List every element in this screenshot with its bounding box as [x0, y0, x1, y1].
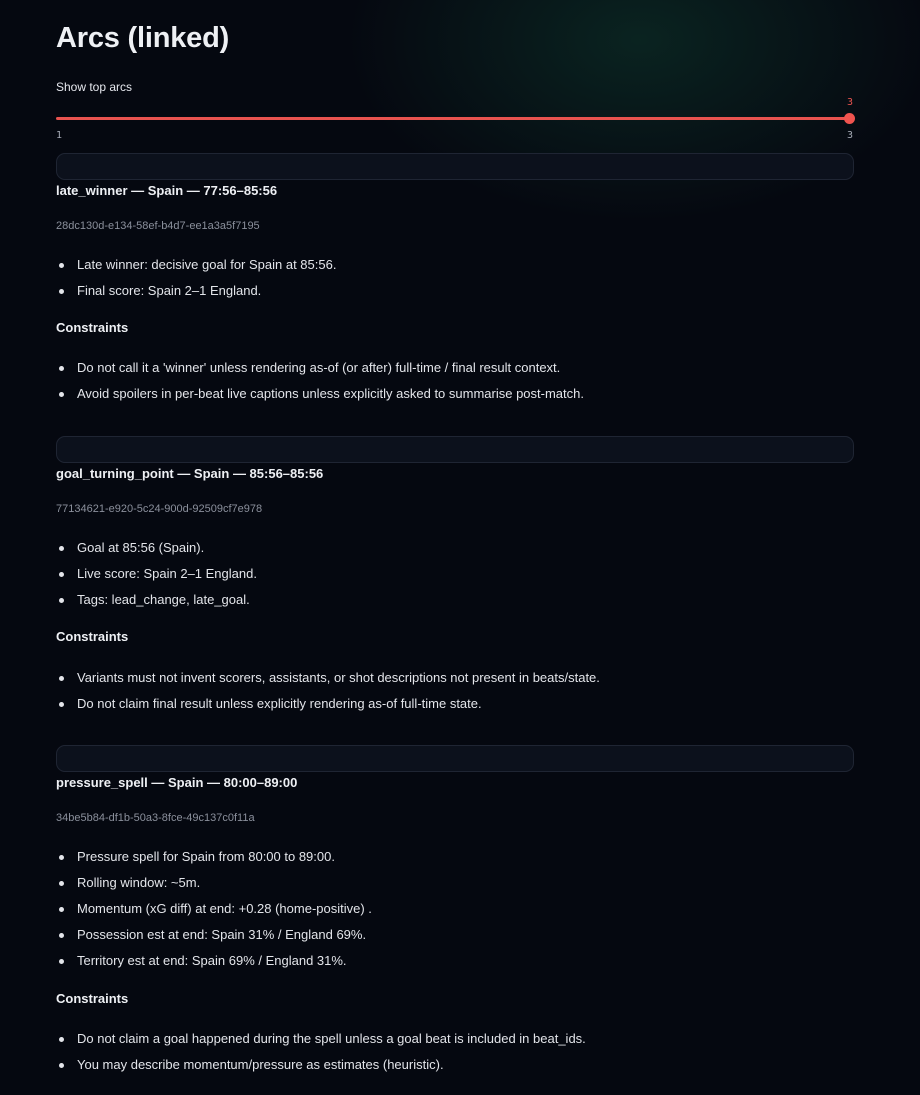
slider-track[interactable]: [56, 117, 850, 120]
arc-title: pressure_spell — Spain — 80:00–89:00: [56, 775, 298, 790]
arc-expander[interactable]: [56, 745, 854, 772]
list-item: Territory est at end: Spain 69% / England 31%.: [56, 948, 854, 974]
list-item: Pressure spell for Spain from 80:00 to 89:00.: [56, 844, 854, 870]
list-item: Possession est at end: Spain 31% / England 69%.: [56, 922, 854, 948]
list-item: Avoid spoilers in per-beat live captions unless explicitly asked to summarise post-match.: [56, 381, 854, 407]
list-item: You may describe momentum/pressure as estimates (heuristic).: [56, 1052, 854, 1078]
list-item: Do not claim final result unless explicitly rendering as-of full-time state.: [56, 691, 854, 717]
list-item: Variants must not invent scorers, assistants, or shot descriptions not present in beats/state.: [56, 665, 854, 691]
slider-max-label: 3: [846, 130, 853, 141]
arc-summary-list: [56, 252, 854, 304]
page-title: Arcs (linked): [56, 22, 230, 54]
list-item: Final score: Spain 2–1 England.: [56, 278, 854, 304]
arc-id: 28dc130d-e134-58ef-b4d7-ee1a3a5f7195: [56, 220, 260, 232]
arc-summary-list: [56, 844, 854, 974]
constraints-heading: Constraints: [56, 320, 129, 335]
arc-constraints-list: [56, 1026, 854, 1078]
list-item: Late winner: decisive goal for Spain at 85:56.: [56, 252, 854, 278]
arc-id: 34be5b84-df1b-50a3-8fce-49c137c0f11a: [56, 812, 255, 824]
list-item: Tags: lead_change, late_goal.: [56, 587, 854, 613]
arc-constraints-list: [56, 665, 854, 717]
arc-summary-list: [56, 535, 854, 613]
list-item: Momentum (xG diff) at end: +0.28 (home-positive) .: [56, 896, 854, 922]
slider-current-value: 3: [846, 97, 853, 108]
list-item: Do not claim a goal happened during the spell unless a goal beat is included in beat_ids.: [56, 1026, 854, 1052]
list-item: Do not call it a 'winner' unless rendering as-of (or after) full-time / final result context.: [56, 355, 854, 381]
arc-title: goal_turning_point — Spain — 85:56–85:56: [56, 466, 324, 481]
arc-expander[interactable]: [56, 153, 854, 180]
list-item: Rolling window: ~5m.: [56, 870, 854, 896]
arc-title: late_winner — Spain — 77:56–85:56: [56, 183, 278, 198]
slider-min-label: 1: [56, 130, 63, 141]
arc-constraints-list: [56, 355, 854, 407]
arc-expander[interactable]: [56, 436, 854, 463]
slider-thumb[interactable]: [844, 113, 855, 124]
list-item: Goal at 85:56 (Spain).: [56, 535, 854, 561]
list-item: Live score: Spain 2–1 England.: [56, 561, 854, 587]
constraints-heading: Constraints: [56, 629, 129, 644]
constraints-heading: Constraints: [56, 991, 129, 1006]
slider-label: Show top arcs: [56, 80, 133, 94]
arc-id: 77134621-e920-5c24-900d-92509cf7e978: [56, 503, 263, 515]
